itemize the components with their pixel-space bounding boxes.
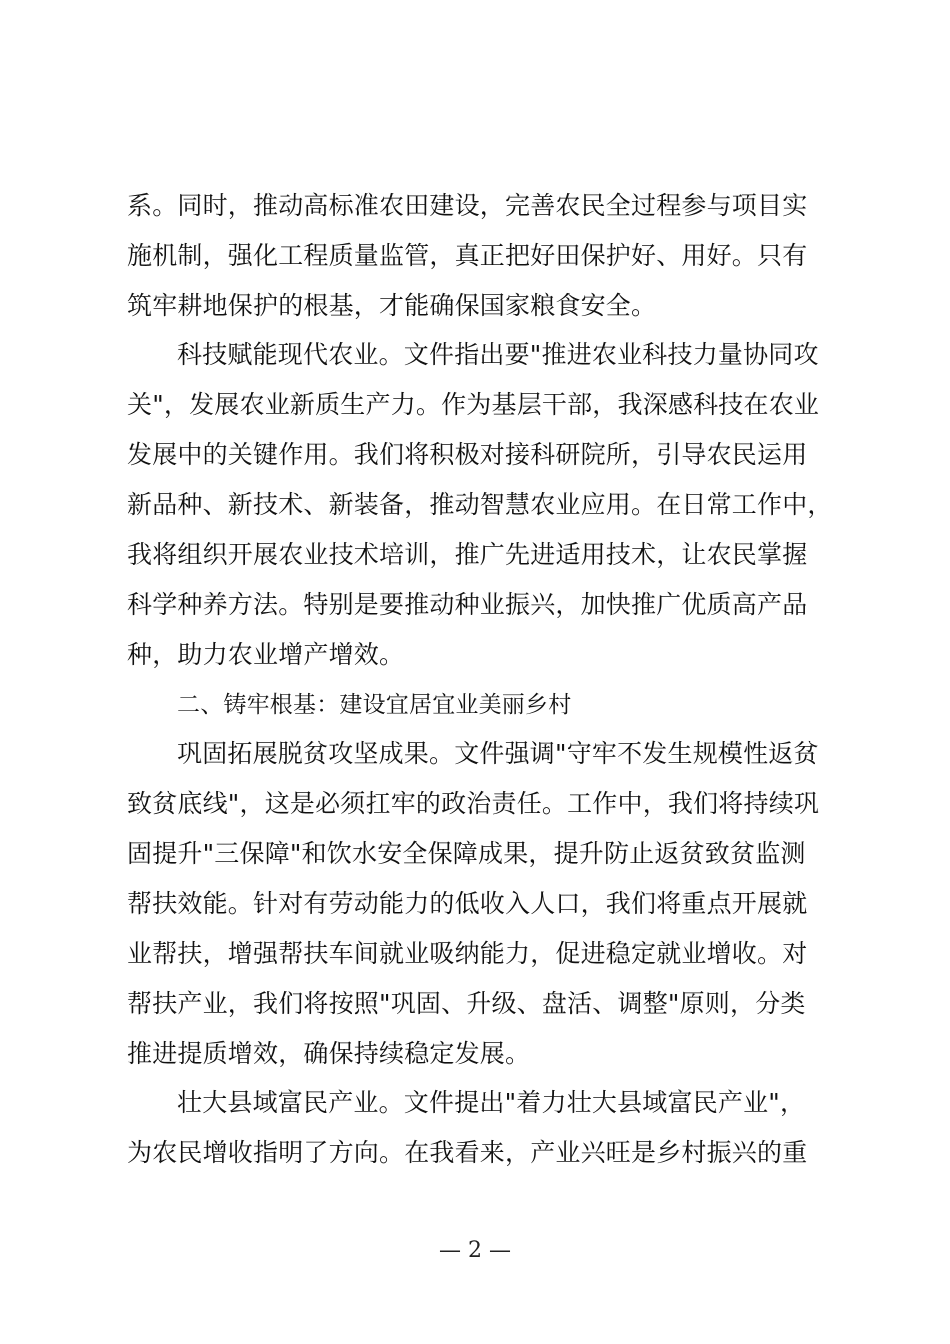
text-line: 系。同时，推动高标准农田建设，完善农民全过程参与项目实: [127, 191, 808, 220]
text-line: 种，助力农业增产增效。: [127, 640, 405, 669]
text-line: 帮扶效能。针对有劳动能力的低收入人口，我们将重点开展就: [127, 889, 808, 918]
text-line: 筑牢耕地保护的根基，才能确保国家粮食安全。: [127, 291, 657, 320]
paragraph-start-line: 巩固拓展脱贫攻坚成果。文件强调"守牢不发生规模性返贫: [177, 739, 819, 768]
text-line: 为农民增收指明了方向。在我看来，产业兴旺是乡村振兴的重: [127, 1138, 808, 1167]
text-line: 关"，发展农业新质生产力。作为基层干部，我深感科技在农业: [127, 390, 820, 419]
paragraph-start-line: 科技赋能现代农业。文件指出要"推进农业科技力量协同攻: [177, 340, 819, 369]
text-line: 致贫底线"，这是必须扛牢的政治责任。工作中，我们将持续巩: [127, 789, 820, 818]
section-heading: 二、铸牢根基：建设宜居宜业美丽乡村: [177, 692, 572, 718]
page-number: — 2 —: [439, 1238, 511, 1263]
text-line: 施机制，强化工程质量监管，真正把好田保护好、用好。只有: [127, 241, 808, 270]
text-line: 新品种、新技术、新装备，推动智慧农业应用。在日常工作中，: [127, 490, 833, 519]
text-line: 我将组织开展农业技术培训，推广先进适用技术，让农民掌握: [127, 540, 808, 569]
text-line: 固提升"三保障"和饮水安全保障成果，提升防止返贫致贫监测: [127, 839, 806, 868]
paragraph-start-line: 壮大县域富民产业。文件提出"着力壮大县域富民产业"，: [177, 1088, 806, 1117]
text-line: 业帮扶，增强帮扶车间就业吸纳能力，促进稳定就业增收。对: [127, 939, 808, 968]
text-line: 发展中的关键作用。我们将积极对接科研院所，引导农民运用: [127, 440, 808, 469]
text-line: 推进提质增效，确保持续稳定发展。: [127, 1039, 531, 1068]
text-line: 科学种养方法。特别是要推动种业振兴，加快推广优质高产品: [127, 590, 808, 619]
text-line: 帮扶产业，我们将按照"巩固、升级、盘活、调整"原则，分类: [127, 989, 806, 1018]
